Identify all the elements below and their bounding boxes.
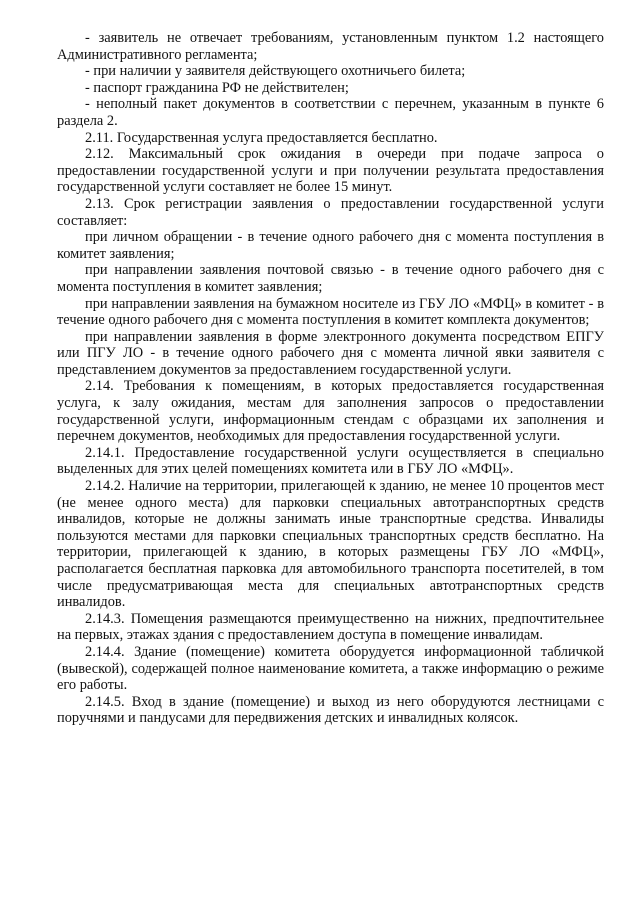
paragraph-11: при направлении заявления в форме электронного документа посредством ЕПГУ или ПГУ ЛО - в течение одного рабочего дня с момента личной явки заявителя с представлением документов за предоставлением государственной услуги. <box>57 328 604 378</box>
paragraph-1: - заявитель не отвечает требованиям, установленным пунктом 1.2 настоящего Административного регламента; <box>57 30 604 63</box>
paragraph-2: - при наличии у заявителя действующего охотничьего билета; <box>85 63 466 80</box>
paragraph-14: 2.14.2. Наличие на территории, прилегающей к зданию, не менее 10 процентов мест (не менее одного места) для парковки специальных автотранспортных средств инвалидов, которые не должны занимать иные транспортные средства. Инвалиды пользуются местами для парковки специальных транспортных средств бесплатно. На территории, прилегающей к зданию, в которых размещены ГБУ ЛО «МФЦ», располагается бесплатная парковка для автомобильного транспорта посетителей, в том числе предусматривающая места для специальных автотранспортных средств инвалидов. <box>57 478 604 611</box>
paragraph-9: при направлении заявления почтовой связью - в течение одного рабочего дня с момента поступления в комитет заявления; <box>57 262 604 295</box>
paragraph-12: 2.14. Требования к помещениям, в которых предоставляется государственная услуга, к залу ожидания, местам для заполнения запросов о предоставлении государственной услуги, информационным стендам с образцами их заполнения и перечнем документов, необходимых для предоставления государственной услуги. <box>57 378 604 445</box>
paragraph-16: 2.14.4. Здание (помещение) комитета оборудуется информационной табличкой (вывеской), содержащей полное наименование комитета, а также информацию о режиме его работы. <box>57 643 604 694</box>
paragraph-7: 2.13. Срок регистрации заявления о предоставлении государственной услуги составляет: <box>57 195 604 229</box>
paragraph-17: 2.14.5. Вход в здание (помещение) и выход из него оборудуются лестницами с поручнями и пандусами для передвижения детских и инвалидных колясок. <box>57 693 604 727</box>
paragraph-15: 2.14.3. Помещения размещаются преимущественно на нижних, предпочтительнее на первых, этажах здания с предоставлением доступа в помещение инвалидам. <box>57 610 604 644</box>
paragraph-10: при направлении заявления на бумажном носителе из ГБУ ЛО «МФЦ» в комитет - в течение одного рабочего дня с момента поступления в комитет комплекта документов; <box>57 295 604 329</box>
paragraph-13: 2.14.1. Предоставление государственной услуги осуществляется в специально выделенных для этих целей помещениях комитета или в ГБУ ЛО «МФЦ». <box>57 444 604 478</box>
paragraph-5: 2.11. Государственная услуга предоставляется бесплатно. <box>85 129 438 146</box>
paragraph-6: 2.12. Максимальный срок ожидания в очереди при подаче запроса о предоставлении государственной услуги и при получении результата предоставления государственной услуги составляет не более 15 минут. <box>57 146 604 196</box>
paragraph-4: - неполный пакет документов в соответствии с перечнем, указанным в пункте 6 раздела 2. <box>57 96 604 129</box>
paragraph-3: - паспорт гражданина РФ не действителен; <box>85 79 349 96</box>
document-page <box>57 30 604 727</box>
paragraph-8: при личном обращении - в течение одного рабочего дня с момента поступления в комитет заявления; <box>57 229 604 262</box>
